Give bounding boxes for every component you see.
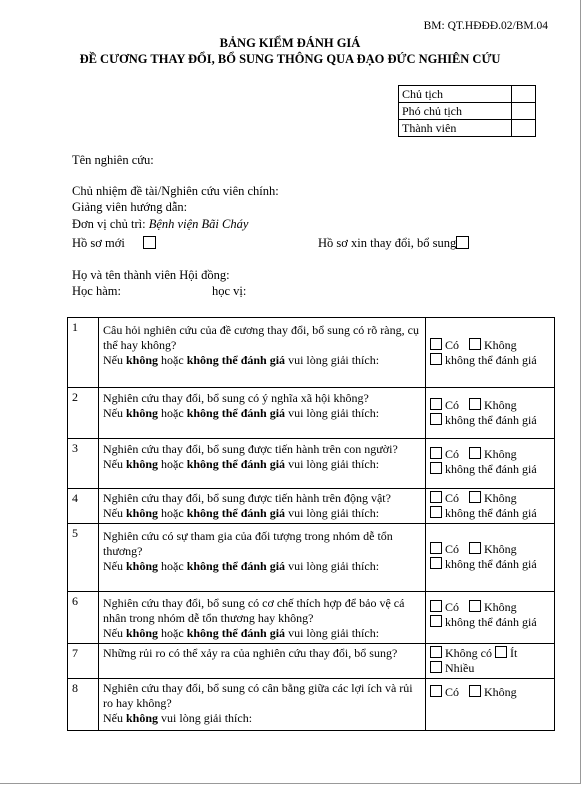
checkbox-little-risk[interactable] xyxy=(495,646,507,658)
table-row xyxy=(68,439,555,489)
checkbox-yes[interactable] xyxy=(430,685,442,697)
option-no-label: Không xyxy=(484,398,517,412)
council-roles-table xyxy=(398,85,536,137)
checkbox-no[interactable] xyxy=(469,600,481,612)
checkbox-yes[interactable] xyxy=(430,542,442,554)
option-yes-label: Có xyxy=(445,542,460,556)
form-code: BM: QT.HĐĐĐ.02/BM.04 xyxy=(423,20,548,32)
question-text: Nghiên cứu thay đổi, bổ sung có cơ chế thích hợp để bảo vệ cá nhân trong nhóm dễ tổn thương hay không? xyxy=(103,596,405,625)
explain-instruction: Nếu không hoặc không thể đánh giá vui lòng giải thích: xyxy=(103,457,380,471)
table-row xyxy=(68,524,555,592)
explain-instruction: Nếu không hoặc không thể đánh giá vui lòng giải thích: xyxy=(103,626,380,640)
option-no-label: Không xyxy=(484,447,517,461)
option-yes-label: Có xyxy=(445,338,460,352)
explain-instruction: Nếu không hoặc không thể đánh giá vui lòng giải thích: xyxy=(103,353,380,367)
table-row xyxy=(68,318,555,388)
option-cannot-label: không thể đánh giá xyxy=(445,413,537,427)
checkbox-yes[interactable] xyxy=(430,447,442,459)
role-chair-cell[interactable] xyxy=(512,86,536,103)
checkbox-cannot-assess[interactable] xyxy=(430,506,442,518)
question-number: 7 xyxy=(68,644,99,679)
role-member-cell[interactable] xyxy=(512,120,536,137)
option-cannot-label: không thể đánh giá xyxy=(445,462,537,476)
checkbox-no[interactable] xyxy=(469,685,481,697)
option-yes-label: Có xyxy=(445,447,460,461)
new-file-checkbox[interactable] xyxy=(143,236,156,249)
question-text: Nghiên cứu thay đổi, bổ sung có cân bằng giữa các lợi ích và rủi ro hay không? xyxy=(103,681,413,710)
option-yes-label: Có xyxy=(445,491,460,505)
new-file-label: Hồ sơ mới xyxy=(72,236,125,250)
option-cannot-label: không thể đánh giá xyxy=(445,557,537,571)
checkbox-many-risk[interactable] xyxy=(430,661,442,673)
question-text: Những rủi ro có thể xảy ra của nghiên cứu thay đổi, bổ sung? xyxy=(103,646,398,660)
question-number: 2 xyxy=(68,388,99,439)
checkbox-yes[interactable] xyxy=(430,338,442,350)
checkbox-yes[interactable] xyxy=(430,491,442,503)
academic-title-label: Học hàm: xyxy=(72,284,121,298)
question-text: Nghiên cứu thay đổi, bổ sung có ý nghĩa xã hội không? xyxy=(103,391,369,405)
option-yes-label: Có xyxy=(445,685,460,699)
change-file-checkbox[interactable] xyxy=(456,236,469,249)
role-chair: Chủ tịch xyxy=(399,86,512,103)
option-cannot-label: không thể đánh giá xyxy=(445,615,537,629)
checkbox-cannot-assess[interactable] xyxy=(430,615,442,627)
role-member: Thành viên xyxy=(399,120,512,137)
change-file-label: Hồ sơ xin thay đổi, bổ sung xyxy=(318,236,457,250)
role-vice-chair: Phó chủ tịch xyxy=(399,103,512,120)
degree-label: học vị: xyxy=(212,284,247,298)
option-no-label: Không xyxy=(484,685,517,699)
questions-table xyxy=(67,317,555,731)
role-vice-chair-cell[interactable] xyxy=(512,103,536,120)
question-text: Nghiên cứu có sự tham gia của đối tượng trong nhóm dễ tổn thương? xyxy=(103,529,393,558)
study-name-label: Tên nghiên cứu: xyxy=(72,153,154,167)
option-cannot-label: không thể đánh giá xyxy=(445,353,537,367)
checkbox-no[interactable] xyxy=(469,447,481,459)
question-number: 6 xyxy=(68,592,99,644)
explain-instruction: Nếu không vui lòng giải thích: xyxy=(103,711,253,725)
explain-instruction: Nếu không hoặc không thể đánh giá vui lòng giải thích: xyxy=(103,406,380,420)
advisor-label: Giảng viên hướng dẫn: xyxy=(72,200,188,214)
checkbox-yes[interactable] xyxy=(430,600,442,612)
option-cannot-label: không thể đánh giá xyxy=(445,506,537,520)
option-little-risk-label: Ít xyxy=(510,646,518,660)
checkbox-no-risk[interactable] xyxy=(430,646,442,658)
option-no-label: Không xyxy=(484,542,517,556)
checkbox-no[interactable] xyxy=(469,338,481,350)
new-file-option[interactable] xyxy=(72,236,156,251)
table-row xyxy=(68,489,555,524)
checkbox-cannot-assess[interactable] xyxy=(430,413,442,425)
option-no-label: Không xyxy=(484,338,517,352)
table-row xyxy=(68,644,555,679)
checkbox-cannot-assess[interactable] xyxy=(430,462,442,474)
checkbox-no[interactable] xyxy=(469,542,481,554)
option-many-risk-label: Nhiều xyxy=(445,661,475,675)
question-number: 4 xyxy=(68,489,99,524)
checkbox-no[interactable] xyxy=(469,398,481,410)
page-title: BẢNG KIỂM ĐÁNH GIÁ xyxy=(219,36,361,50)
table-row xyxy=(68,592,555,644)
question-number: 5 xyxy=(68,524,99,592)
explain-instruction: Nếu không hoặc không thể đánh giá vui lòng giải thích: xyxy=(103,559,380,573)
question-number: 8 xyxy=(68,679,99,731)
question-number: 1 xyxy=(68,318,99,388)
table-row xyxy=(68,679,555,731)
explain-instruction: Nếu không hoặc không thể đánh giá vui lòng giải thích: xyxy=(103,506,380,520)
question-number: 3 xyxy=(68,439,99,489)
table-row xyxy=(68,388,555,439)
question-text: Nghiên cứu thay đổi, bổ sung được tiến hành trên con người? xyxy=(103,442,398,456)
host-unit xyxy=(72,217,248,232)
question-text: Câu hỏi nghiên cứu của đề cương thay đổi, bổ sung có rõ ràng, cụ thể hay không? xyxy=(103,323,419,352)
host-label: Đơn vị chủ trì: xyxy=(72,217,149,231)
host-value: Bệnh viện Bãi Cháy xyxy=(148,217,249,231)
option-yes-label: Có xyxy=(445,600,460,614)
option-no-risk-label: Không có xyxy=(445,646,492,660)
page-subtitle: ĐỀ CƯƠNG THAY ĐỔI, BỔ SUNG THÔNG QUA ĐẠO ĐỨC NGHIÊN CỨU xyxy=(79,52,501,66)
member-name-label: Họ và tên thành viên Hội đồng: xyxy=(72,268,230,282)
pi-label: Chủ nhiệm đề tài/Nghiên cứu viên chính: xyxy=(72,184,279,198)
change-file-option[interactable] xyxy=(318,236,469,251)
checkbox-cannot-assess[interactable] xyxy=(430,353,442,365)
option-no-label: Không xyxy=(484,491,517,505)
checkbox-no[interactable] xyxy=(469,491,481,503)
option-no-label: Không xyxy=(484,600,517,614)
option-yes-label: Có xyxy=(445,398,460,412)
question-text: Nghiên cứu thay đổi, bổ sung được tiến hành trên động vật? xyxy=(103,491,391,505)
checkbox-cannot-assess[interactable] xyxy=(430,557,442,569)
checkbox-yes[interactable] xyxy=(430,398,442,410)
